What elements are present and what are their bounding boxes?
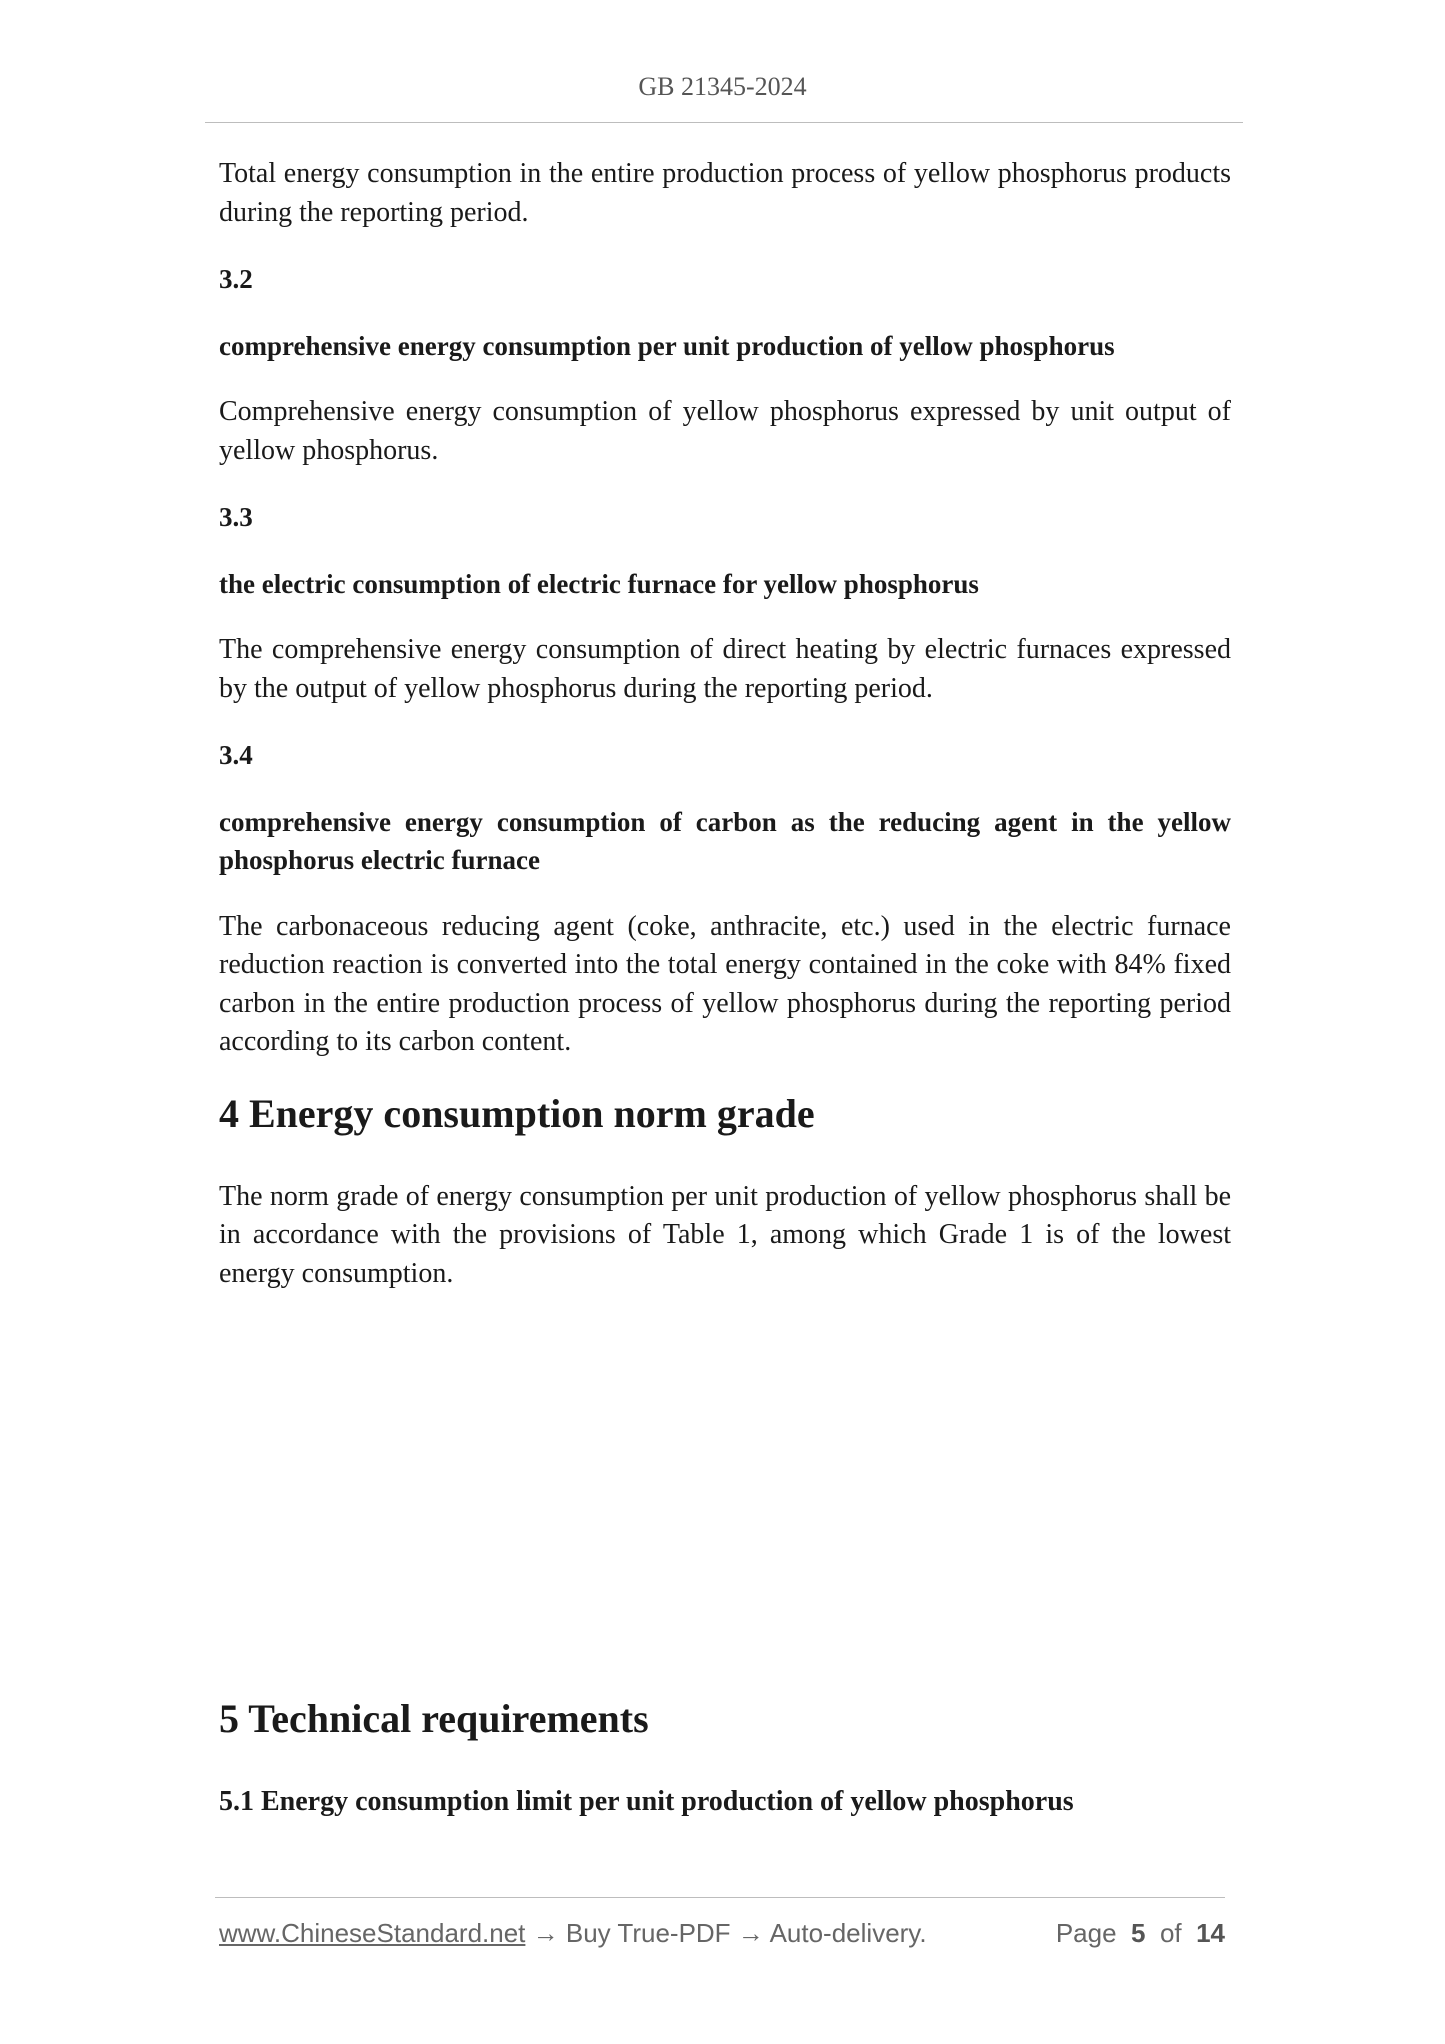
footer-promo <box>219 1918 927 1949</box>
section-5-heading: 5 Technical requirements <box>219 1696 649 1741</box>
blank-space <box>219 1321 1231 1681</box>
term-definition-3-3: The comprehensive energy consumption of direct heating by electric furnaces expressed by the output of yellow phosphorus during the reporting period. <box>219 634 1231 704</box>
clause-number-3-3: 3.3 <box>219 502 253 532</box>
footer-divider <box>215 1897 1225 1898</box>
clause-number-3-2: 3.2 <box>219 264 253 294</box>
section-4-paragraph: The norm grade of energy consumption per unit production of yellow phosphorus shall be in accordance with the provisions of Table 1, among which Grade 1 is of the lowest energy consumption. <box>219 1180 1231 1289</box>
page-total: 14 <box>1196 1918 1225 1948</box>
document-body <box>219 155 1231 1821</box>
subsection-5-1-heading: 5.1 Energy consumption limit per unit production of yellow phosphorus <box>219 1786 1074 1817</box>
term-title-3-2: comprehensive energy consumption per unit production of yellow phosphorus <box>219 330 1115 361</box>
page-footer <box>219 1918 1225 1954</box>
page-header-standard-id: GB 21345-2024 <box>638 72 807 101</box>
chinese-standard-link[interactable]: www.ChineseStandard.net <box>219 1918 526 1948</box>
page-label: Page <box>1055 1918 1117 1948</box>
header-divider <box>205 122 1243 123</box>
page-current: 5 <box>1131 1918 1146 1948</box>
term-definition-3-2: Comprehensive energy consumption of yellow phosphorus expressed by unit output of yellow phosphorus. <box>219 396 1231 466</box>
term-definition-3-4: The carbonaceous reducing agent (coke, anthracite, etc.) used in the electric furnace reduction reaction is converted into the total energy contained in the coke with 84% fixed carbon in the entire production process of yellow phosphorus during the reporting period according to its carbon content. <box>219 910 1231 1057</box>
page-indicator <box>1056 1918 1225 1949</box>
section-4-heading: 4 Energy consumption norm grade <box>219 1090 815 1136</box>
intro-paragraph: Total energy consumption in the entire production process of yellow phosphorus products during the reporting period. <box>219 158 1231 228</box>
term-title-3-4: comprehensive energy consumption of carbon as the reducing agent in the yellow phosphorus electric furnace <box>219 806 1231 875</box>
page-of-label: of <box>1159 1918 1182 1948</box>
footer-promo-text: → Buy True-PDF → Auto-delivery. <box>525 1918 927 1948</box>
clause-number-3-4: 3.4 <box>219 740 253 770</box>
term-title-3-3: the electric consumption of electric furnace for yellow phosphorus <box>219 568 979 599</box>
